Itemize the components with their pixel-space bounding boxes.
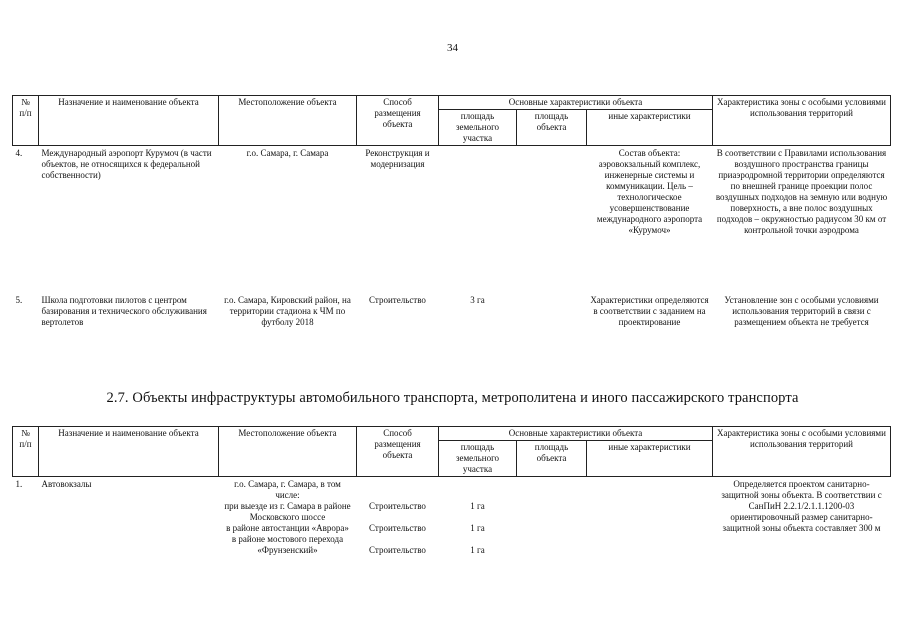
header-num: № п/п xyxy=(13,427,39,477)
row-area-land xyxy=(439,146,517,294)
header-main-characteristics: Основные характеристики объекта xyxy=(439,96,713,110)
header-area-land: площадь земельного участка xyxy=(439,441,517,477)
row-area-object xyxy=(517,146,587,294)
header-area-object: площадь объекта xyxy=(517,110,587,146)
method-sub-2: Строительство xyxy=(369,523,426,533)
header-location: Местоположение объекта xyxy=(219,427,357,477)
row-zone: В соответствии с Правилами использования воздушного пространства границы приаэродромной территории определяются по внешней границе проекции полос воздушных подходов на земную или водную поверхность, а вне полос воздушных подходов – окружностью радиусом 30 км от контрольной точки аэродрома xyxy=(715,148,888,235)
header-other-characteristics: иные характеристики xyxy=(587,441,713,477)
objects-table-transport xyxy=(12,426,891,557)
location-sub-1: при выезде из г. Самара в районе Московского шоссе xyxy=(224,501,351,522)
section-heading: 2.7. Объекты инфраструктуры автомобильного транспорта, метрополитена и иного пассажирского транспорта xyxy=(106,390,799,406)
location-sub-2: в районе автостанции «Аврора» xyxy=(226,523,349,533)
row-method: Строительство xyxy=(369,294,426,305)
header-location: Местоположение объекта xyxy=(219,96,357,146)
row-location: г.о. Самара, г. Самара xyxy=(246,148,329,158)
row-num: 5. xyxy=(15,294,23,305)
header-zone-characteristics: Характеристика зоны с особыми условиями использования территорий xyxy=(713,96,891,146)
header-purpose: Назначение и наименование объекта xyxy=(39,96,219,146)
location-intro: г.о. Самара, г. Самара, в том числе: xyxy=(234,479,341,500)
row-num: 1. xyxy=(15,479,23,489)
row-purpose: Международный аэропорт Курумоч (в части объектов, не относящихся к федеральной собственности) xyxy=(41,148,212,180)
header-main-characteristics: Основные характеристики объекта xyxy=(439,427,713,441)
row-other xyxy=(587,477,713,558)
method-sub-1: Строительство xyxy=(369,501,426,511)
area-sub-2: 1 га xyxy=(470,523,485,533)
page-number: 34 xyxy=(447,42,458,54)
header-num: № п/п xyxy=(13,96,39,146)
objects-table-airports xyxy=(12,95,891,329)
method-sub-3: Строительство xyxy=(369,545,426,555)
header-area-land: площадь земельного участка xyxy=(439,110,517,146)
row-method: Реконструкция и модернизация xyxy=(365,148,430,169)
row-purpose: Автовокзалы xyxy=(41,479,92,489)
row-location: г.о. Самара, Кировский район, на территории стадиона к ЧМ по футболу 2018 xyxy=(224,294,351,327)
row-num: 4. xyxy=(15,148,23,158)
row-other: Состав объекта: аэровокзальный комплекс, инженерные системы и коммуникации. Цель – технологическое усовершенствование международного аэропорта «Курумоч» xyxy=(596,148,703,235)
header-zone-characteristics: Характеристика зоны с особыми условиями использования территорий xyxy=(713,427,891,477)
row-area-land: 3 га xyxy=(470,294,485,305)
header-other-characteristics: иные характеристики xyxy=(587,110,713,146)
row-other: Характеристики определяются в соответствии с заданием на проектирование xyxy=(590,294,709,327)
area-sub-3: 1 га xyxy=(470,545,485,555)
row-area-land xyxy=(439,477,517,558)
area-sub-1: 1 га xyxy=(470,501,485,511)
header-purpose: Назначение и наименование объекта xyxy=(39,427,219,477)
row-area-object xyxy=(517,294,587,329)
header-method: Способ размещения объекта xyxy=(357,427,439,477)
header-method: Способ размещения объекта xyxy=(357,96,439,146)
header-area-object: площадь объекта xyxy=(517,441,587,477)
row-zone: Установление зон с особыми условиями использования территорий в связи с размещением объекта не требуется xyxy=(724,294,879,327)
row-area-object xyxy=(517,477,587,558)
row-zone: Определяется проектом санитарно-защитной зоны объекта. В соответствии с СанПиН 2.2.1/2.1.1.1200-03 ориентировочный размер санитарно-защитной зоны объекта составляет 300 м xyxy=(721,479,882,533)
table-row xyxy=(13,477,891,558)
table-row xyxy=(13,294,891,329)
table-row xyxy=(13,146,891,294)
row-purpose: Школа подготовки пилотов с центром базирования и технического обслуживания вертолетов xyxy=(41,294,207,327)
location-sub-3: в районе мостового перехода «Фрунзенский» xyxy=(231,534,344,555)
row-location xyxy=(219,477,357,558)
row-method xyxy=(357,477,439,558)
